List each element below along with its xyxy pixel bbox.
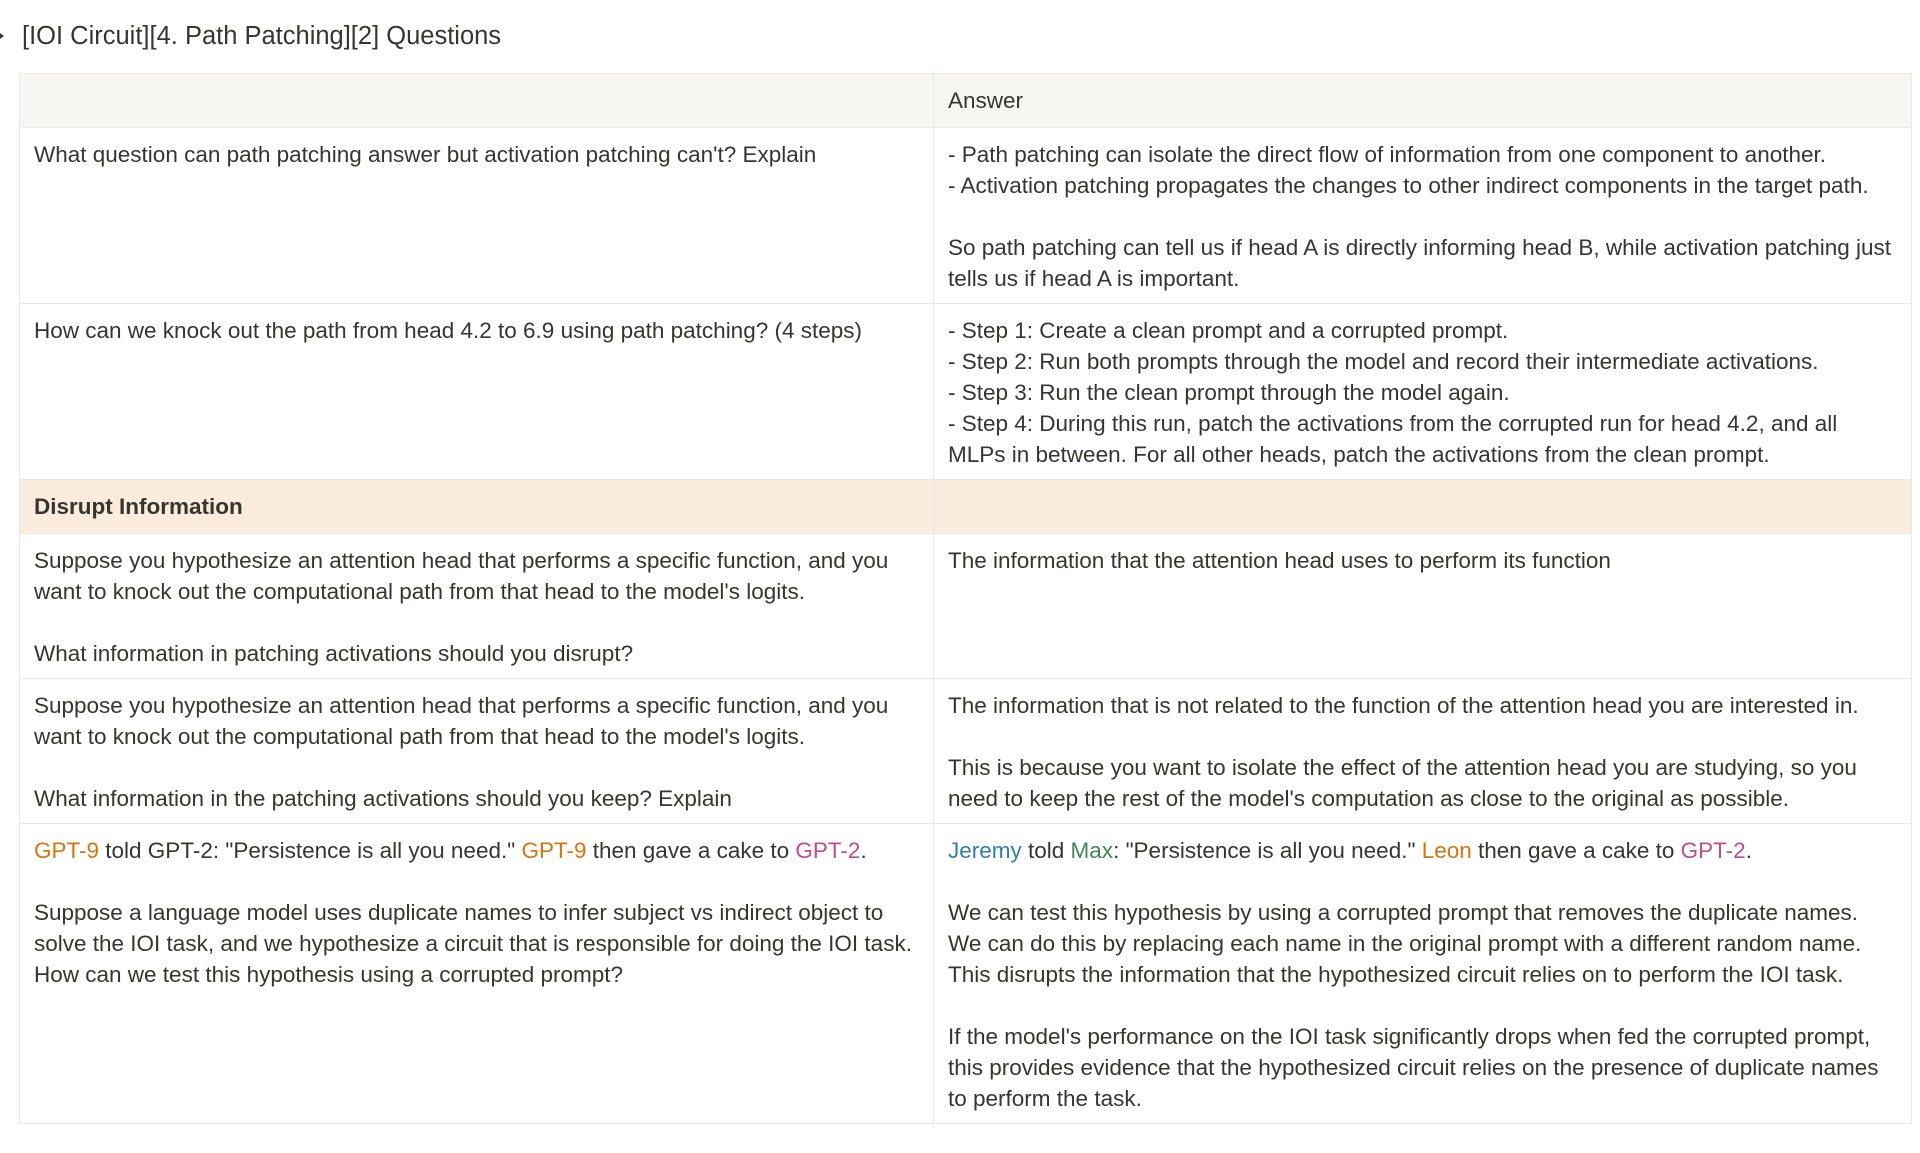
name-gpt9: GPT-9 [521, 838, 587, 863]
prompt-text: then gave a cake to [586, 838, 796, 863]
prompt-text: told [1021, 838, 1071, 863]
table-row [20, 128, 1912, 304]
table-header-row [20, 74, 1912, 128]
table-row [20, 824, 1912, 1124]
question-body: Suppose a language model uses duplicate names to infer subject vs indirect object to solve the IOI task, and we hypothesize a circuit that is responsible for doing the IOI task. How can we test this hypothesis using a corrupted prompt? [34, 900, 919, 987]
name-gpt2: GPT-2 [795, 838, 861, 863]
corrupted-prompt [948, 838, 1752, 863]
toggle-triangle-icon[interactable] [0, 31, 4, 41]
name-leon: Leon [1421, 838, 1472, 863]
section-label[interactable]: Disrupt Information [20, 480, 934, 534]
question-cell[interactable] [20, 824, 934, 1124]
name-jeremy: Jeremy [948, 838, 1022, 863]
prompt-text: . [860, 838, 867, 863]
name-gpt2: GPT-2 [1680, 838, 1746, 863]
answer-cell[interactable]: - Path patching can isolate the direct flow of information from one component to another. - Activation patching propagates the changes to other indirect components in the target path. So path patching can tell us if head A is directly informing head B, while activation patching just tells us if head A is important. [934, 128, 1912, 304]
answer-cell[interactable]: - Step 1: Create a clean prompt and a corrupted prompt. - Step 2: Run both prompts through the model and record their intermediate activations. - Step 3: Run the clean prompt through the model again. - Step 4: During this run, patch the activations from the corrupted run for head 4.2, and all MLPs in between. For all other heads, patch the activations from the clean prompt. [934, 304, 1912, 480]
name-gpt9: GPT-9 [34, 838, 100, 863]
prompt-text: . [1745, 838, 1752, 863]
question-cell[interactable]: Suppose you hypothesize an attention head that performs a specific function, and you want to knock out the computational path from that head to the model's logits. What information in the patching activations should you keep? Explain [20, 679, 934, 824]
table-row [20, 534, 1912, 679]
qa-table [19, 73, 1912, 1124]
answer-cell[interactable]: The information that the attention head uses to perform its function [934, 534, 1912, 679]
header-cell-question[interactable] [20, 74, 934, 128]
header-cell-answer[interactable]: Answer [934, 74, 1912, 128]
answer-cell[interactable] [934, 824, 1912, 1124]
table-row [20, 679, 1912, 824]
name-max: Max [1070, 838, 1114, 863]
answer-body: We can test this hypothesis by using a corrupted prompt that removes the duplicate names. We can do this by replacing each name in the original prompt with a different random name. This disrupts the information that the hypothesized circuit relies on to perform the IOI task. If the model's performance on the IOI task significantly drops when fed the corrupted prompt, this provides evidence that the hypothesized circuit relies on the presence of duplicate names to perform the task. [948, 900, 1879, 1111]
question-cell[interactable]: Suppose you hypothesize an attention head that performs a specific function, and you want to knock out the computational path from that head to the model's logits. What information in patching activations should you disrupt? [20, 534, 934, 679]
table-row [20, 304, 1912, 480]
question-cell[interactable]: How can we knock out the path from head 4.2 to 6.9 using path patching? (4 steps) [20, 304, 934, 480]
prompt-text: then gave a cake to [1471, 838, 1681, 863]
section-row [20, 480, 1912, 534]
page-title: [IOI Circuit][4. Path Patching][2] Questions [22, 22, 502, 50]
question-cell[interactable]: What question can path patching answer but activation patching can't? Explain [20, 128, 934, 304]
prompt-text: told GPT-2: "Persistence is all you need." [99, 838, 522, 863]
prompt-text: : "Persistence is all you need." [1113, 838, 1422, 863]
section-empty-cell[interactable] [934, 480, 1912, 534]
answer-cell[interactable]: The information that is not related to the function of the attention head you are interested in. This is because you want to isolate the effect of the attention head you are studying, so you need to keep the rest of the model's computation as close to the original as possible. [934, 679, 1912, 824]
clean-prompt [34, 838, 867, 863]
